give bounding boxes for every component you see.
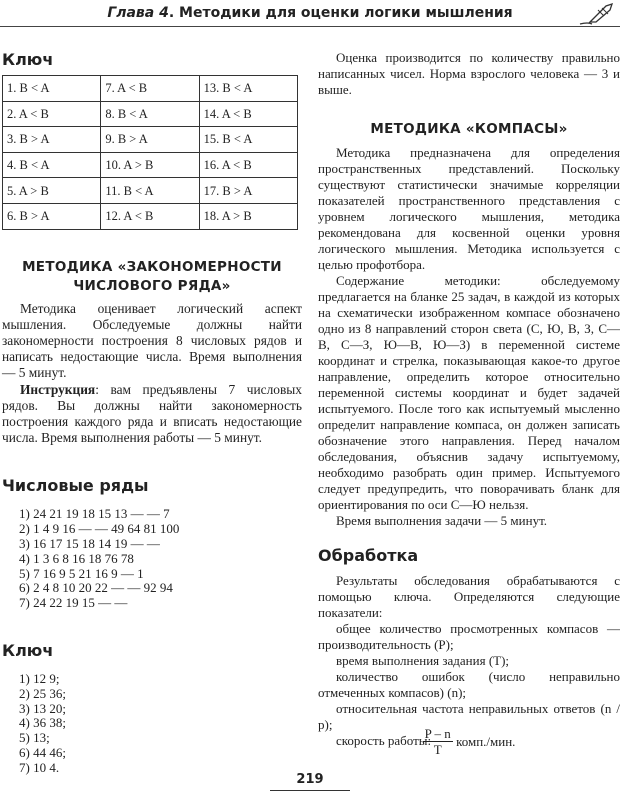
paragraph: общее количество просмотренных компасов — производительность (P); [318,621,620,652]
table-cell: 9. B > A [101,127,199,153]
list-item: 7) 10 4. [19,759,60,775]
table-cell: 12. A < B [101,203,199,229]
table-cell: 1. B < A [3,76,101,102]
paragraph: скорость работы: [336,733,432,748]
key-table [2,75,298,230]
list-item: 3) 13 20; [19,700,66,716]
table-row [3,178,298,204]
paragraph: Результаты обследования обрабатываются с помощью ключа. Определяются следующие показатели: [318,573,620,620]
table-cell: 13. B < A [199,76,297,102]
list-item: 4) 1 3 6 8 16 18 76 78 [19,550,134,566]
processing-title: Обработка [318,546,419,565]
period: . [512,734,516,749]
left-column [2,50,302,776]
chapter-label: Глава 4 [107,5,169,21]
chapter-title [0,5,620,21]
table-cell: 5. A > B [3,178,101,204]
instruction-label: Инструкция [20,381,96,397]
method-title: МЕТОДИКА «КОМПАСЫ» [370,121,568,137]
paragraph: количество ошибок (число неправильно отмеченных компасов) (n); [318,669,620,700]
list-item: 1) 12 9; [19,670,60,686]
key-title: Ключ [2,50,54,69]
table-cell: 17. B > A [199,178,297,204]
unit: комп./мин [456,734,513,749]
series-list [2,507,302,611]
table-cell: 16. A < B [199,152,297,178]
denominator: T [433,742,442,757]
paragraph: Методика предназначена для определения пространственных представлений. Поскольку существуют статистически значимые корреляции показателей пространственного представления с уровнем логического мышления, методика рекомендована для косвенной оценки уровня логического мышления. Методика используется с целью профотбора. [318,145,620,272]
table-cell: 11. B < A [101,178,199,204]
table-row [3,101,298,127]
chapter-name: . Методики для оценки логики мышления [168,5,513,21]
instruction-text: : вам предъявлены 7 числовых рядов. Вы должны найти закономерность построения каждого ряда и вписать недостающие числа. Время выполнения работы — 5 минут. [2,381,302,446]
table-row [3,152,298,178]
list-item: 1) 24 21 19 18 15 13 — — 7 [19,506,170,522]
paragraph: Оценка производится по количеству правильно написанных чисел. Норма взрослого человека — 3 и выше. [318,50,620,97]
list-item: 7) 24 22 19 15 — — [19,595,128,611]
table-row [3,76,298,102]
table-cell: 18. A > B [199,203,297,229]
paragraph: относительная частота неправильных ответов (n / p); [318,701,620,732]
list-item: 5) 7 16 9 5 21 16 9 — 1 [19,565,144,581]
processing-section [318,546,620,749]
quill-icon [576,2,616,28]
list-item: 2) 1 4 9 16 — — 49 64 81 100 [19,521,180,537]
list-item: 5) 13; [19,730,50,746]
table-cell: 7. A < B [101,76,199,102]
method-title: МЕТОДИКА «ЗАКОНОМЕРНОСТИ ЧИСЛОВОГО РЯДА» [22,258,282,294]
numerator: P – n [424,726,451,741]
table-row [3,203,298,229]
right-column [318,50,620,529]
answers-list [2,672,302,776]
table-cell: 2. A < B [3,101,101,127]
paragraph: Методика оценивает логический аспект мышления. Обследуемые должны найти закономерности построения 8 числовых рядов и написать недостающие числа. Время выполнения — 5 минут. [2,300,302,381]
table-cell: 8. B < A [101,101,199,127]
page-number: 219 [270,772,350,791]
table-cell: 15. B < A [199,127,297,153]
table-cell: 10. A > B [101,152,199,178]
running-header [0,0,620,27]
table-row [3,127,298,153]
list-item: 3) 16 17 15 18 14 19 — — [19,535,160,551]
list-item: 6) 44 46; [19,744,66,760]
instruction-paragraph [2,382,302,447]
paragraph: время выполнения задания (T); [336,653,510,668]
list-item: 4) 36 38; [19,715,66,731]
list-item: 2) 25 36; [19,685,66,701]
formula [318,726,620,757]
fraction [423,726,453,757]
table-cell: 14. A < B [199,101,297,127]
table-cell: 3. B > A [3,127,101,153]
table-cell: 6. B > A [3,203,101,229]
table-cell: 4. B < A [3,152,101,178]
key-title-2: Ключ [2,640,54,660]
list-item: 6) 2 4 8 10 20 22 — — 92 94 [19,580,173,596]
series-title: Числовые ряды [2,476,149,496]
paragraph: Содержание методики: обследуемому предлагается на бланке 25 задач, в каждой из которых на схематически изображенном компасе обозначено одно из 8 направлений сторон света (С, Ю, В, З, С—В, С—З, Ю—В, Ю—З) в переменной системе координат и стрелка, показывающая какое-то другое направление, определить которое относительно переменной системы координат и будет задачей испытуемого. После того как испытуемый мысленно определит направление компаса, он должен записать обозначение этого направления. Перед началом обследования, объяснив задачу испытуемому, необходимо разобрать один пример. Испытуемого следует предупредить, что поворачивать бланк для ориентирования по оси С—Ю нельзя. [318,273,620,512]
paragraph: Время выполнения задачи — 5 минут. [336,513,548,528]
